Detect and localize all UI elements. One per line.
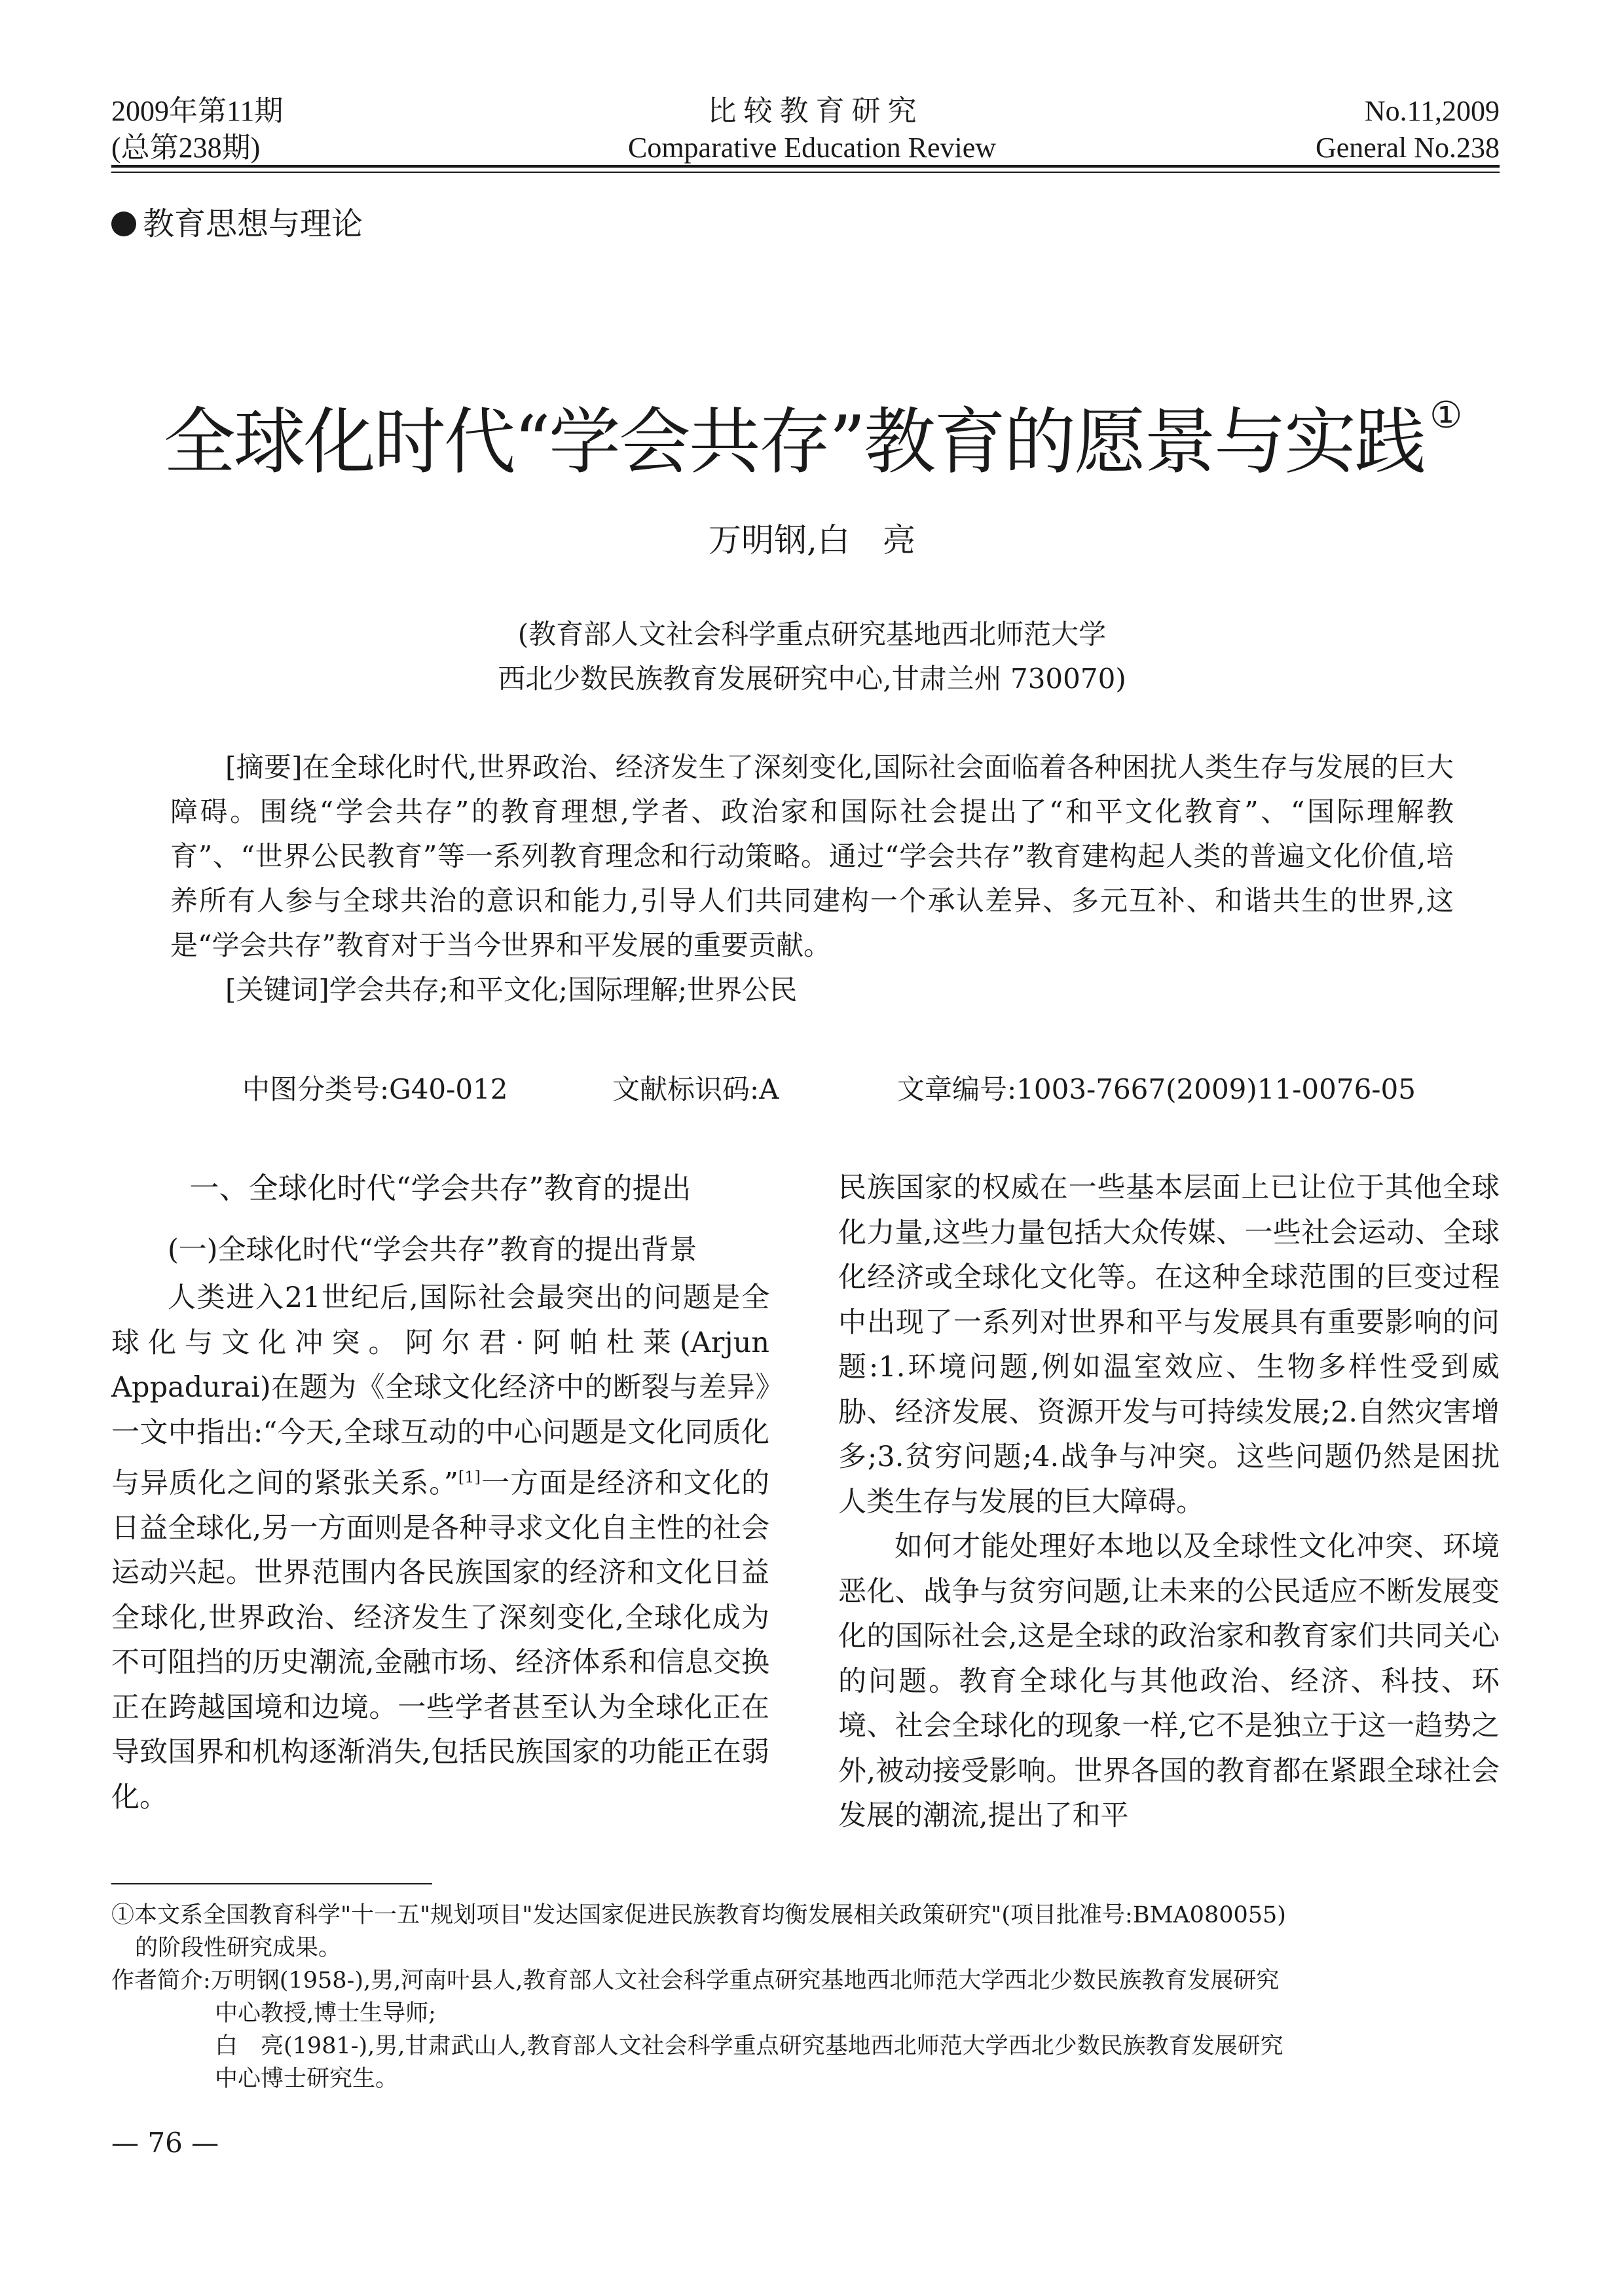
body-paragraph-3: 如何才能处理好本地以及全球性文化冲突、环境恶化、战争与贫穷问题,让未来的公民适应不断发展变化的国际社会,这是全球的政治家和教育家们共同关心的问题。教育全球化与其他政治、经济、科技、环境、社会全球化的现象一样,它不是独立于这一趋势之外,被动接受影响。世界各国的教育都在紧跟全球社会发展的潮流,提出了和平: [838, 1530, 1500, 1832]
authors: 万明钢,白 亮: [709, 521, 915, 559]
journal-name-en: Comparative Education Review: [627, 132, 997, 164]
article-number: 文章编号:1003-7667(2009)11-0076-05: [897, 1073, 1416, 1105]
author-bio-2: 白 亮(1981-),男,甘肃武山人,教育部人文社会科学重点研究基地西北师范大学西北少数民族教育发展研究: [215, 2033, 1283, 2059]
body-paragraph-1: 人类进入21世纪后,国际社会最突出的问题是全球化与文化冲突。阿尔君·阿帕杜莱(Arjun Appadurai)在题为《全球文化经济中的断裂与差异》一文中指出:“今天,全球互动的中心问题是文化同质化与异质化之间的紧张关系。”[1]一方面是经济和文化的日益全球化,另一方面则是各种寻求文化自主性的社会运动兴起。世界范围内各民族国家的经济和文化日益全球化,世界政治、经济发生了深刻变化,全球化成为不可阻挡的历史潮流,金融市场、经济体系和信息交换正在跨越国境和边境。一些学者甚至认为全球化正在导致国界和机构逐渐消失,包括民族国家的功能正在弱化。: [111, 1281, 770, 1814]
title-footnote-marker: ①: [1430, 394, 1461, 437]
right-column: [838, 1166, 1500, 1839]
article-title-text: 全球化时代“学会共存”教育的愿景与实践: [163, 400, 1425, 484]
affiliation: [0, 612, 1624, 701]
affiliation-line-2: 西北少数民族教育发展研究中心,甘肃兰州 730070): [498, 663, 1126, 695]
abstract: [摘要]在全球化时代,世界政治、经济发生了深刻变化,国际社会面临着各种困扰人类生存与发展的巨大障碍。围绕“学会共存”的教育理想,学者、政治家和国际社会提出了“和平文化教育”、“国际理解教育”、“世界公民教育”等一系列教育理念和行动策略。通过“学会共存”教育建构起人类的普遍文化价值,培养所有人参与全球共治的意识和能力,引导人们共同建构一个承认差异、多元互补、和谐共生的世界,这是“学会共存”教育对于当今世界和平发展的重要贡献。: [170, 751, 1454, 961]
page-number: — 76 —: [111, 2127, 219, 2159]
header-issue-en: No.11,2009: [1364, 95, 1500, 127]
keywords: [关键词]学会共存;和平文化;国际理解;世界公民: [225, 974, 798, 1006]
header-issue: 2009年第11期: [111, 95, 284, 127]
body-paragraph-2: 民族国家的权威在一些基本层面上已让位于其他全球化力量,这些力量包括大众传媒、一些社会运动、全球化经济或全球化文化等。在这种全球范围的巨变过程中出现了一系列对世界和平与发展具有重要影响的问题:1.环境问题,例如温室效应、生物多样性受到威胁、经济发展、资源开发与可持续发展;2.自然灾害增多;3.贫穷问题;4.战争与冲突。这些问题仍然是困扰人类生存与发展的巨大障碍。: [838, 1171, 1500, 1518]
article-title: [0, 367, 1624, 491]
journal-name-cn: 比 较 教 育 研 究: [707, 95, 917, 127]
footnote-rule: [111, 1883, 432, 1884]
subsection-heading-1: (一)全球化时代“学会共存”教育的提出背景: [168, 1234, 697, 1266]
left-column: [111, 1166, 769, 1820]
header-rule: [111, 165, 1500, 168]
footnotes: [111, 1899, 1500, 2095]
section-label: [111, 203, 363, 245]
header-general-no: General No.238: [1315, 132, 1500, 164]
header-total-issue: (总第238期): [111, 132, 261, 164]
author-bio-1-cont: 中心教授,博士生导师;: [215, 2000, 436, 2027]
affiliation-line-1: (教育部人文社会科学重点研究基地西北师范大学: [517, 618, 1107, 650]
footnote-fund: ①本文系全国教育科学"十一五"规划项目"发达国家促进民族教育均衡发展相关政策研究"(项目批准号:BMA080055): [111, 1902, 1286, 1928]
document-code: 文献标识码:A: [612, 1073, 779, 1105]
clc-number: 中图分类号:G40-012: [242, 1073, 508, 1105]
citation-marker: [1]: [458, 1468, 481, 1486]
header-rule-thin: [111, 172, 1500, 173]
author-bio-2-cont: 中心博士研究生。: [215, 2066, 399, 2092]
section-label-text: 教育思想与理论: [143, 206, 363, 242]
author-bio-1: 作者简介:万明钢(1958-),男,河南叶县人,教育部人文社会科学重点研究基地西北师范大学西北少数民族教育发展研究: [111, 1968, 1280, 1994]
section-heading-1: 一、全球化时代“学会共存”教育的提出: [189, 1171, 692, 1205]
abstract-block: [170, 745, 1454, 1012]
bullet-icon: [111, 211, 136, 236]
footnote-fund-cont: 的阶段性研究成果。: [135, 1935, 342, 1961]
